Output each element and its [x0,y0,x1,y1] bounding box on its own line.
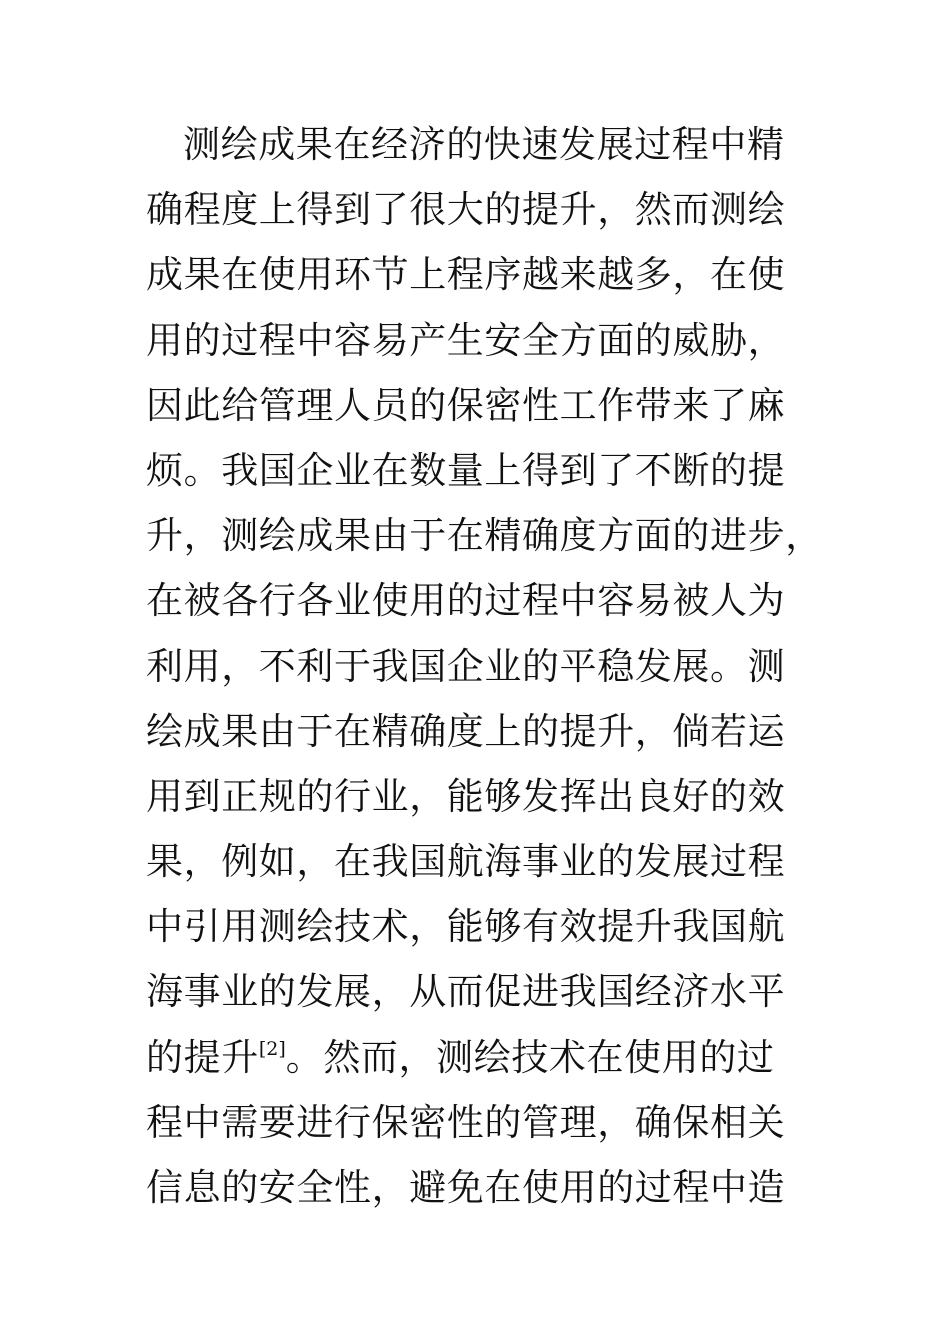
citation-marker: [2] [258,1037,286,1060]
text-line: 中引用测绘技术，能够有效提升我国航 [146,905,786,949]
text-line: 果，例如，在我国航海事业的发展过程 [146,840,786,884]
text-line: 升，测绘成果由于在精确度方面的进步， [146,514,823,558]
text-line: 用的过程中容易产生安全方面的威胁， [146,318,786,362]
text-line: 利用，不利于我国企业的平稳发展。测 [146,644,786,688]
text-segment: 的提升 [146,1035,259,1079]
text-segment: 。然而，测绘技术在使用的过 [285,1035,775,1079]
text-line: 用到正规的行业，能够发挥出良好的效 [146,774,786,818]
text-line: 程中需要进行保密性的管理，确保相关 [146,1100,786,1144]
text-line-with-citation [146,1025,826,1090]
text-line: 在被各行各业使用的过程中容易被人为 [146,579,786,623]
text-line: 信息的安全性，避免在使用的过程中造 [146,1166,786,1209]
text-line: 测绘成果在经济的快速发展过程中精 [183,123,785,166]
text-line: 因此给管理人员的保密性工作带来了麻 [146,383,786,427]
text-line: 烦。我国企业在数量上得到了不断的提 [146,448,786,492]
text-line: 绘成果由于在精确度上的提升，倘若运 [146,709,786,753]
text-line: 海事业的发展，从而促进我国经济水平 [146,970,786,1014]
text-line: 成果在使用环节上程序越来越多，在使 [146,253,786,297]
body-paragraph [146,112,826,1220]
text-line: 确程度上得到了很大的提升，然而测绘 [146,188,786,232]
